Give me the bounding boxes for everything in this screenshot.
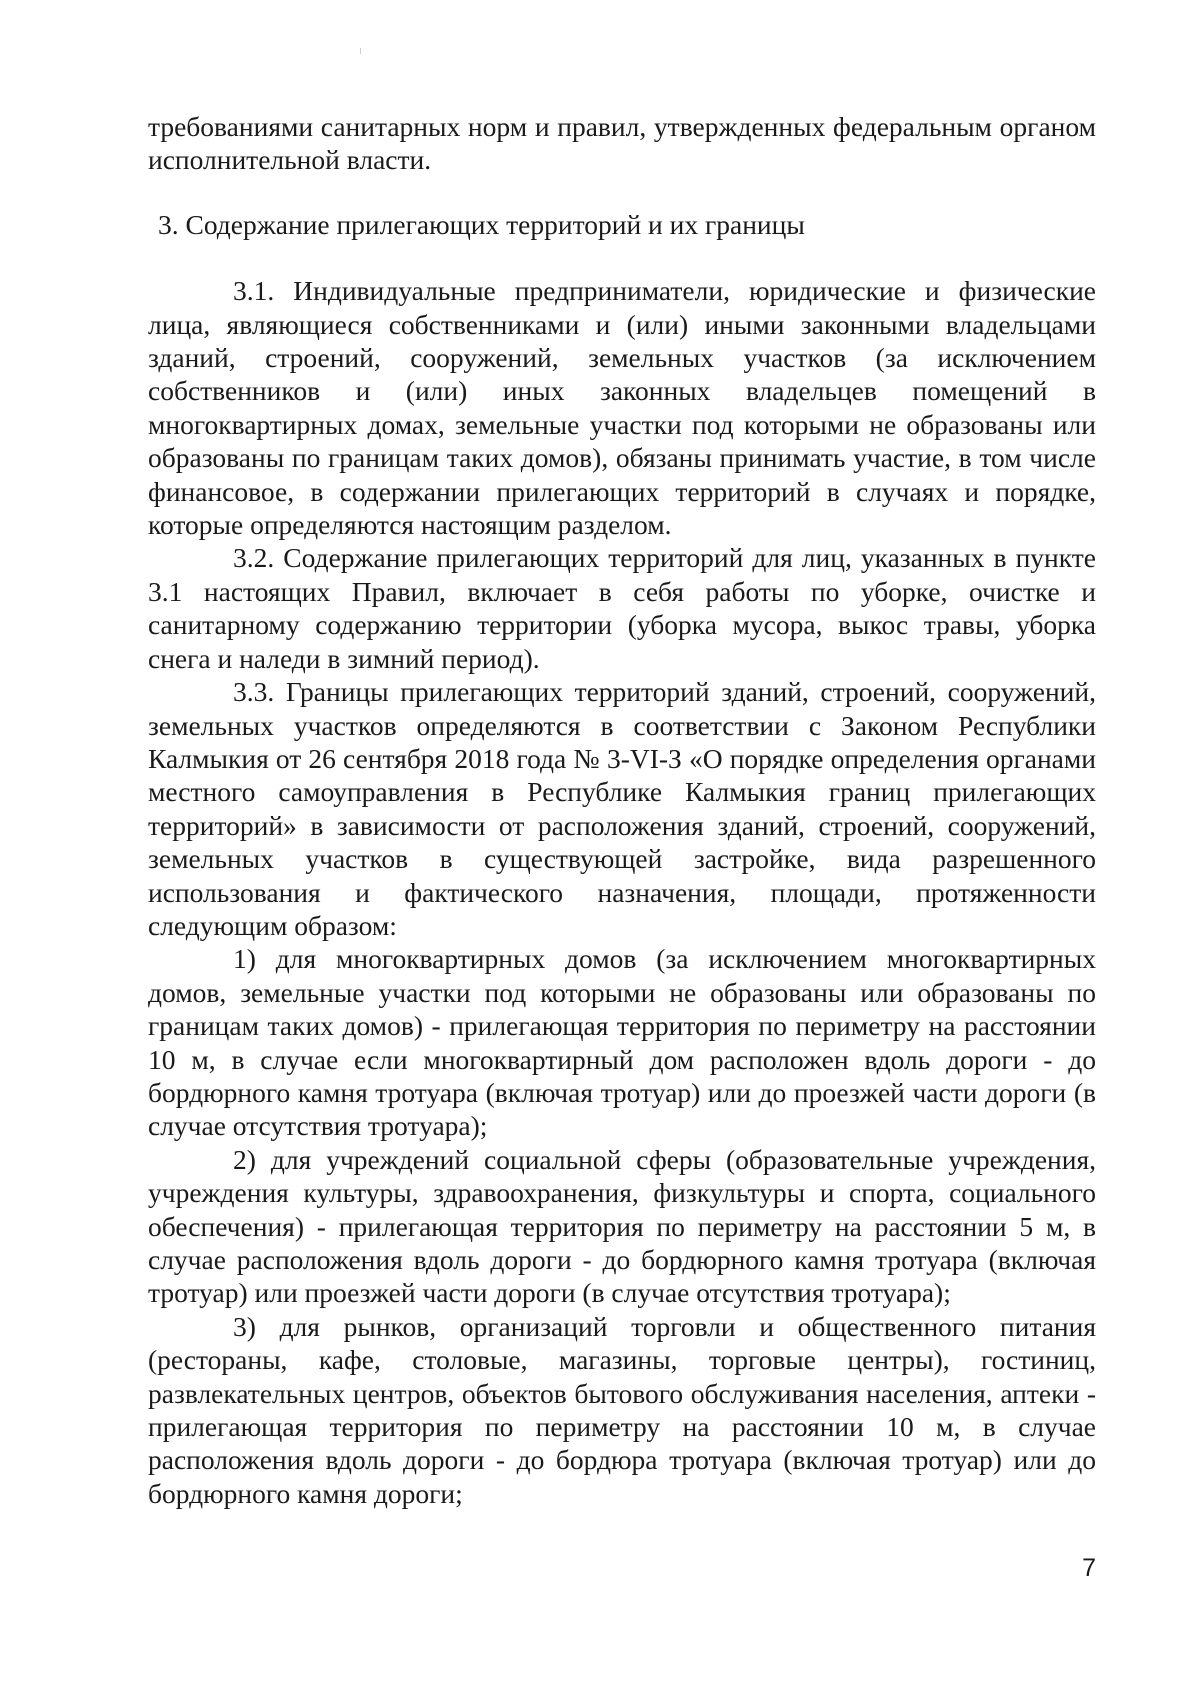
page-number: 7 [1082, 1554, 1096, 1582]
document-page [148, 110, 1096, 1510]
list-item-3: 3) для рынков, организаций торговли и общественного питания (рестораны, кафе, столовые, магазины, торговые центры), гостиниц, развлекательных центров, объектов бытового обслуживания населения, аптеки - прилегающая территория по периметру на расстоянии 10 м, в случае расположения вдоль дороги - до бордюра тротуара (включая тротуар) или до бордюрного камня дороги; [148, 1310, 1096, 1509]
section-heading: 3. Содержание прилегающих территорий и их границы [158, 208, 805, 240]
list-item-1: 1) для многоквартирных домов (за исключением многоквартирных домов, земельные участки под которыми не образованы или образованы по границам таких домов) - прилегающая территория по периметру на расстоянии 10 м, в случае если многоквартирный дом расположен вдоль дороги - до бордюрного камня тротуара (включая тротуар) или до проезжей части дороги (в случае отсутствия тротуара); [148, 943, 1096, 1142]
list-item-2: 2) для учреждений социальной сферы (образовательные учреждения, учреждения культуры, здравоохранения, физкультуры и спорта, социального обеспечения) - прилегающая территория по периметру на расстоянии 5 м, в случае расположения вдоль дороги - до бордюрного камня тротуара (включая тротуар) или проезжей части дороги (в случае отсутствия тротуара); [148, 1143, 1096, 1309]
paragraph-3-3: 3.3. Границы прилегающих территорий зданий, строений, сооружений, земельных участков определяются в соответствии с Законом Республики Калмыкия от 26 сентября 2018 года № 3-VI-З «О порядке определения органами местного самоуправления в Республике Калмыкия границ прилегающих территорий» в зависимости от расположения зданий, строений, сооружений, земельных участков в существующей застройке, вида разрешенного использования и фактического назначения, площади, протяженности следующим образом: [148, 676, 1096, 941]
paragraph-continuation: требованиями санитарных норм и правил, утвержденных федеральным органом исполнительной власти. [148, 111, 1096, 176]
paragraph-3-1: 3.1. Индивидуальные предприниматели, юридические и физические лица, являющиеся собственниками и (или) иными законными владельцами зданий, строений, сооружений, земельных участков (за исключением собственников и (или) иных законных владельцев помещений в многоквартирных домах, земельные участки под которыми не образованы или образованы по границам таких домов), обязаны принимать участие, в том числе финансовое, в содержании прилегающих территорий в случаях и порядке, которые определяются настоящим разделом. [148, 275, 1096, 541]
scan-speck [360, 48, 361, 54]
paragraph-3-2: 3.2. Содержание прилегающих территорий для лиц, указанных в пункте 3.1 настоящих Правил, включает в себя работы по уборке, очистке и санитарному содержанию территории (уборка мусора, выкос травы, уборка снега и наледи в зимний период). [148, 542, 1096, 674]
